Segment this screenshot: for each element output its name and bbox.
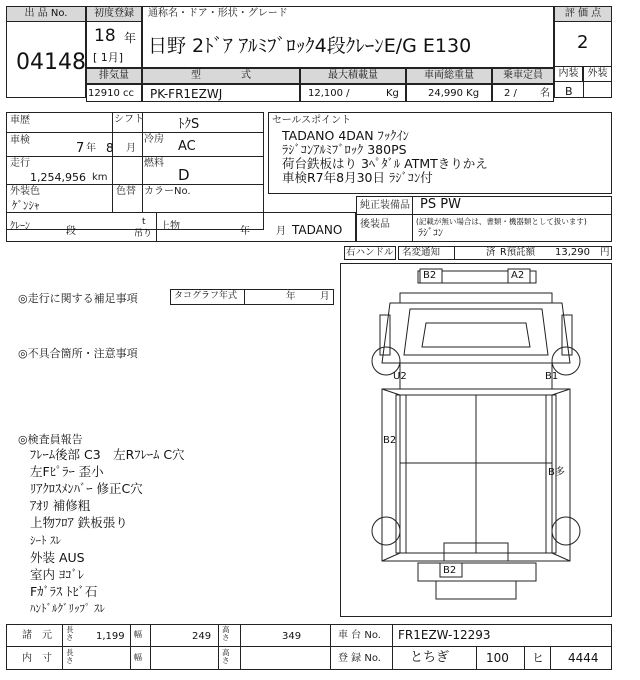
height-value: 349 [282,631,302,642]
dims-label: 諸 元 [22,630,52,641]
sales-point-line-4: 車検R7年8月30日 ﾗｼﾞｺﾝ付 [282,170,433,185]
mark-left-door: U2 [393,371,407,382]
odo-note: 済 [486,247,496,258]
inspector-line-4: ｱｵﾘ 補修粗 [30,498,91,513]
interior-height-label: 高さ [222,648,230,665]
model-value: PK-FR1EZWJ [150,87,223,101]
gross-weight-label: 車両総重量 [406,68,492,84]
inspector-line-5: 上物ﾌﾛｱ 鉄板張り [30,515,128,530]
inspector-line-10: ﾊﾝﾄﾞﾙｸﾞﾘｯﾌﾟ ｽﾚ [30,602,105,615]
mark-right-door: B1 [545,371,559,382]
fuel-label: 燃料 [144,158,164,169]
inspection-month-unit: 月 [126,143,136,154]
first-reg-year-unit: 年 [124,31,137,45]
inspector-line-7: 外装 AUS [30,550,85,565]
width-label: 幅 [134,630,142,639]
capacity-value: 2 / [504,88,517,99]
upper-label: 上物 [160,221,180,232]
sales-point-line-3: 荷台鉄板はり 3ﾍﾟﾀﾞﾙ ATMTきりかえ [282,156,488,171]
crane-row-box [6,212,356,242]
displacement-label: 排気量 [86,68,142,84]
inspector-line-1: ﾌﾚｰﾑ後部 C3 左Rﾌﾚｰﾑ C穴 [30,447,185,462]
score-label: 評 価 点 [554,6,612,22]
interior-length-label: 長さ [66,648,74,665]
mileage-value: 1,254,956 [30,171,86,184]
capacity-unit: 名 [540,88,550,99]
reg-label: 登 録 No. [338,653,381,664]
std-equipment-label: 純正装備品 [360,200,410,211]
interior-dims-label: 内 寸 [22,653,52,664]
length-value: 1,199 [96,631,125,642]
tacho-month: 月 [320,291,330,302]
aftermarket-note: (記載が無い場合は、書類・機器類として扱います) [416,217,587,226]
inspector-line-6: ｼｰﾄ ｽﾚ [30,534,61,547]
inspector-line-3: ﾘｱｸﾛｽﾒﾝﾊﾞｰ 修正C穴 [30,481,143,496]
first-reg-month: [ 1月] [93,51,124,64]
car-name-label: 通称名・ドア・形状・グレード [148,8,288,19]
right-handle: 右ハンドル [346,247,394,258]
interior-width-label: 幅 [134,653,142,662]
sales-point-line-2: ﾗｼﾞｺﾝｱﾙﾐﾌﾞﾛｯｸ 380PS [282,142,407,157]
ext-color-label: 外装色 [10,186,40,197]
model-label: 型 式 [142,68,300,84]
capacity-label: 乗車定員 [492,68,554,84]
recycle-value: 13,290 [555,247,590,258]
max-load-value: 12,100 / [308,88,350,99]
tacho-year: 年 [286,291,296,302]
max-load-unit: Kg [386,88,399,99]
car-name: 日野 2ﾄﾞｱ ｱﾙﾐﾌﾞﾛｯｸ4段ｸﾚｰﾝE/G E130 [148,35,472,57]
upper-maker: TADANO [292,223,343,237]
color-no-label: カラーNo. [144,186,191,197]
fuel-value: D [178,166,190,184]
length-label: 長さ [66,625,74,642]
interior-label: 内装 [554,66,583,82]
mark-rear: B2 [443,565,457,576]
reg-number: 4444 [568,651,599,665]
defect-title: ◎不具合箇所・注意事項 [18,347,138,360]
score-divider [583,82,584,98]
lot-label: 出 品 No. [6,6,86,22]
shift-value: ﾄｸS [178,117,200,132]
tacho-label: タコグラフ年式 [174,291,238,301]
inspection-year-unit: 年 [86,143,96,154]
std-equipment-value: PS PW [420,197,461,212]
crane-steps: 段 [66,226,76,237]
reg-kana: ヒ [532,651,545,665]
chassis-label: 車 台 No. [338,630,381,641]
chassis-value: FR1EZW-12293 [398,628,491,642]
recycle-unit: 円 [600,247,610,258]
mark-front-left: B2 [423,270,437,281]
mileage-label: 走行 [10,158,30,169]
height-label: 高さ [222,625,230,642]
shift-label: シフト [114,114,144,125]
sales-point-line-1: TADANO 4DAN ﾌｯｸｲﾝ [282,128,409,143]
interior-score: B [565,85,573,98]
ext-color-value: ｹﾞﾝｼｬ [12,199,40,212]
mileage-unit: km [92,172,108,183]
inspector-line-2: 左Fﾋﾟﾗｰ 歪小 [30,464,104,479]
gross-weight-value: 24,990 Kg [428,88,480,99]
truck-diagram [340,263,612,617]
crane-t: t [142,217,146,227]
history-label: 車歴 [10,115,30,126]
sales-point-label: セールスポイント [272,115,352,126]
inspection-month-visible: 8 [106,141,114,155]
ac-value: AC [178,139,196,154]
mark-left-body: B2 [383,435,397,446]
first-reg-year: 18 [94,26,116,46]
crane-label: ｸﾚｰﾝ [10,221,30,232]
inspector-line-8: 室内 ﾖｺﾞﾚ [30,567,84,582]
exterior-label: 外装 [583,66,612,82]
max-load-label: 最大積載量 [300,68,406,84]
odo-change-label: 名変通知 [402,247,441,258]
displacement-value: 12910 cc [88,88,134,99]
ac-label-right: 冷房 [144,134,164,145]
inspection-label: 車検 [10,135,30,146]
crane-lift: 吊り [134,229,153,239]
upper-month: 月 [276,226,286,237]
reg-class: 100 [486,651,509,665]
recycle-label: R預託額 [500,247,536,258]
mark-front-right: A2 [511,270,525,281]
inspection-year: 7 [76,141,85,156]
first-reg-label: 初度登録 [86,6,142,22]
aftermarket-value: ﾗｼﾞｺﾝ [418,228,443,239]
aftermarket-label: 後装品 [360,219,390,230]
width-value: 249 [192,631,212,642]
reg-area: とちぎ [410,650,450,665]
inspector-title: ◎検査員報告 [18,433,83,446]
lot-number: 04148 [16,50,86,75]
inspector-line-9: Fｶﾞﾗｽ ﾄﾋﾞ石 [30,584,98,599]
mark-right-body: B多 [548,467,565,478]
upper-year: 年 [240,226,250,237]
color-change-label: 色替 [116,186,136,197]
score-value: 2 [577,32,589,53]
supplement-title: ◎走行に関する補足事項 [18,292,138,305]
